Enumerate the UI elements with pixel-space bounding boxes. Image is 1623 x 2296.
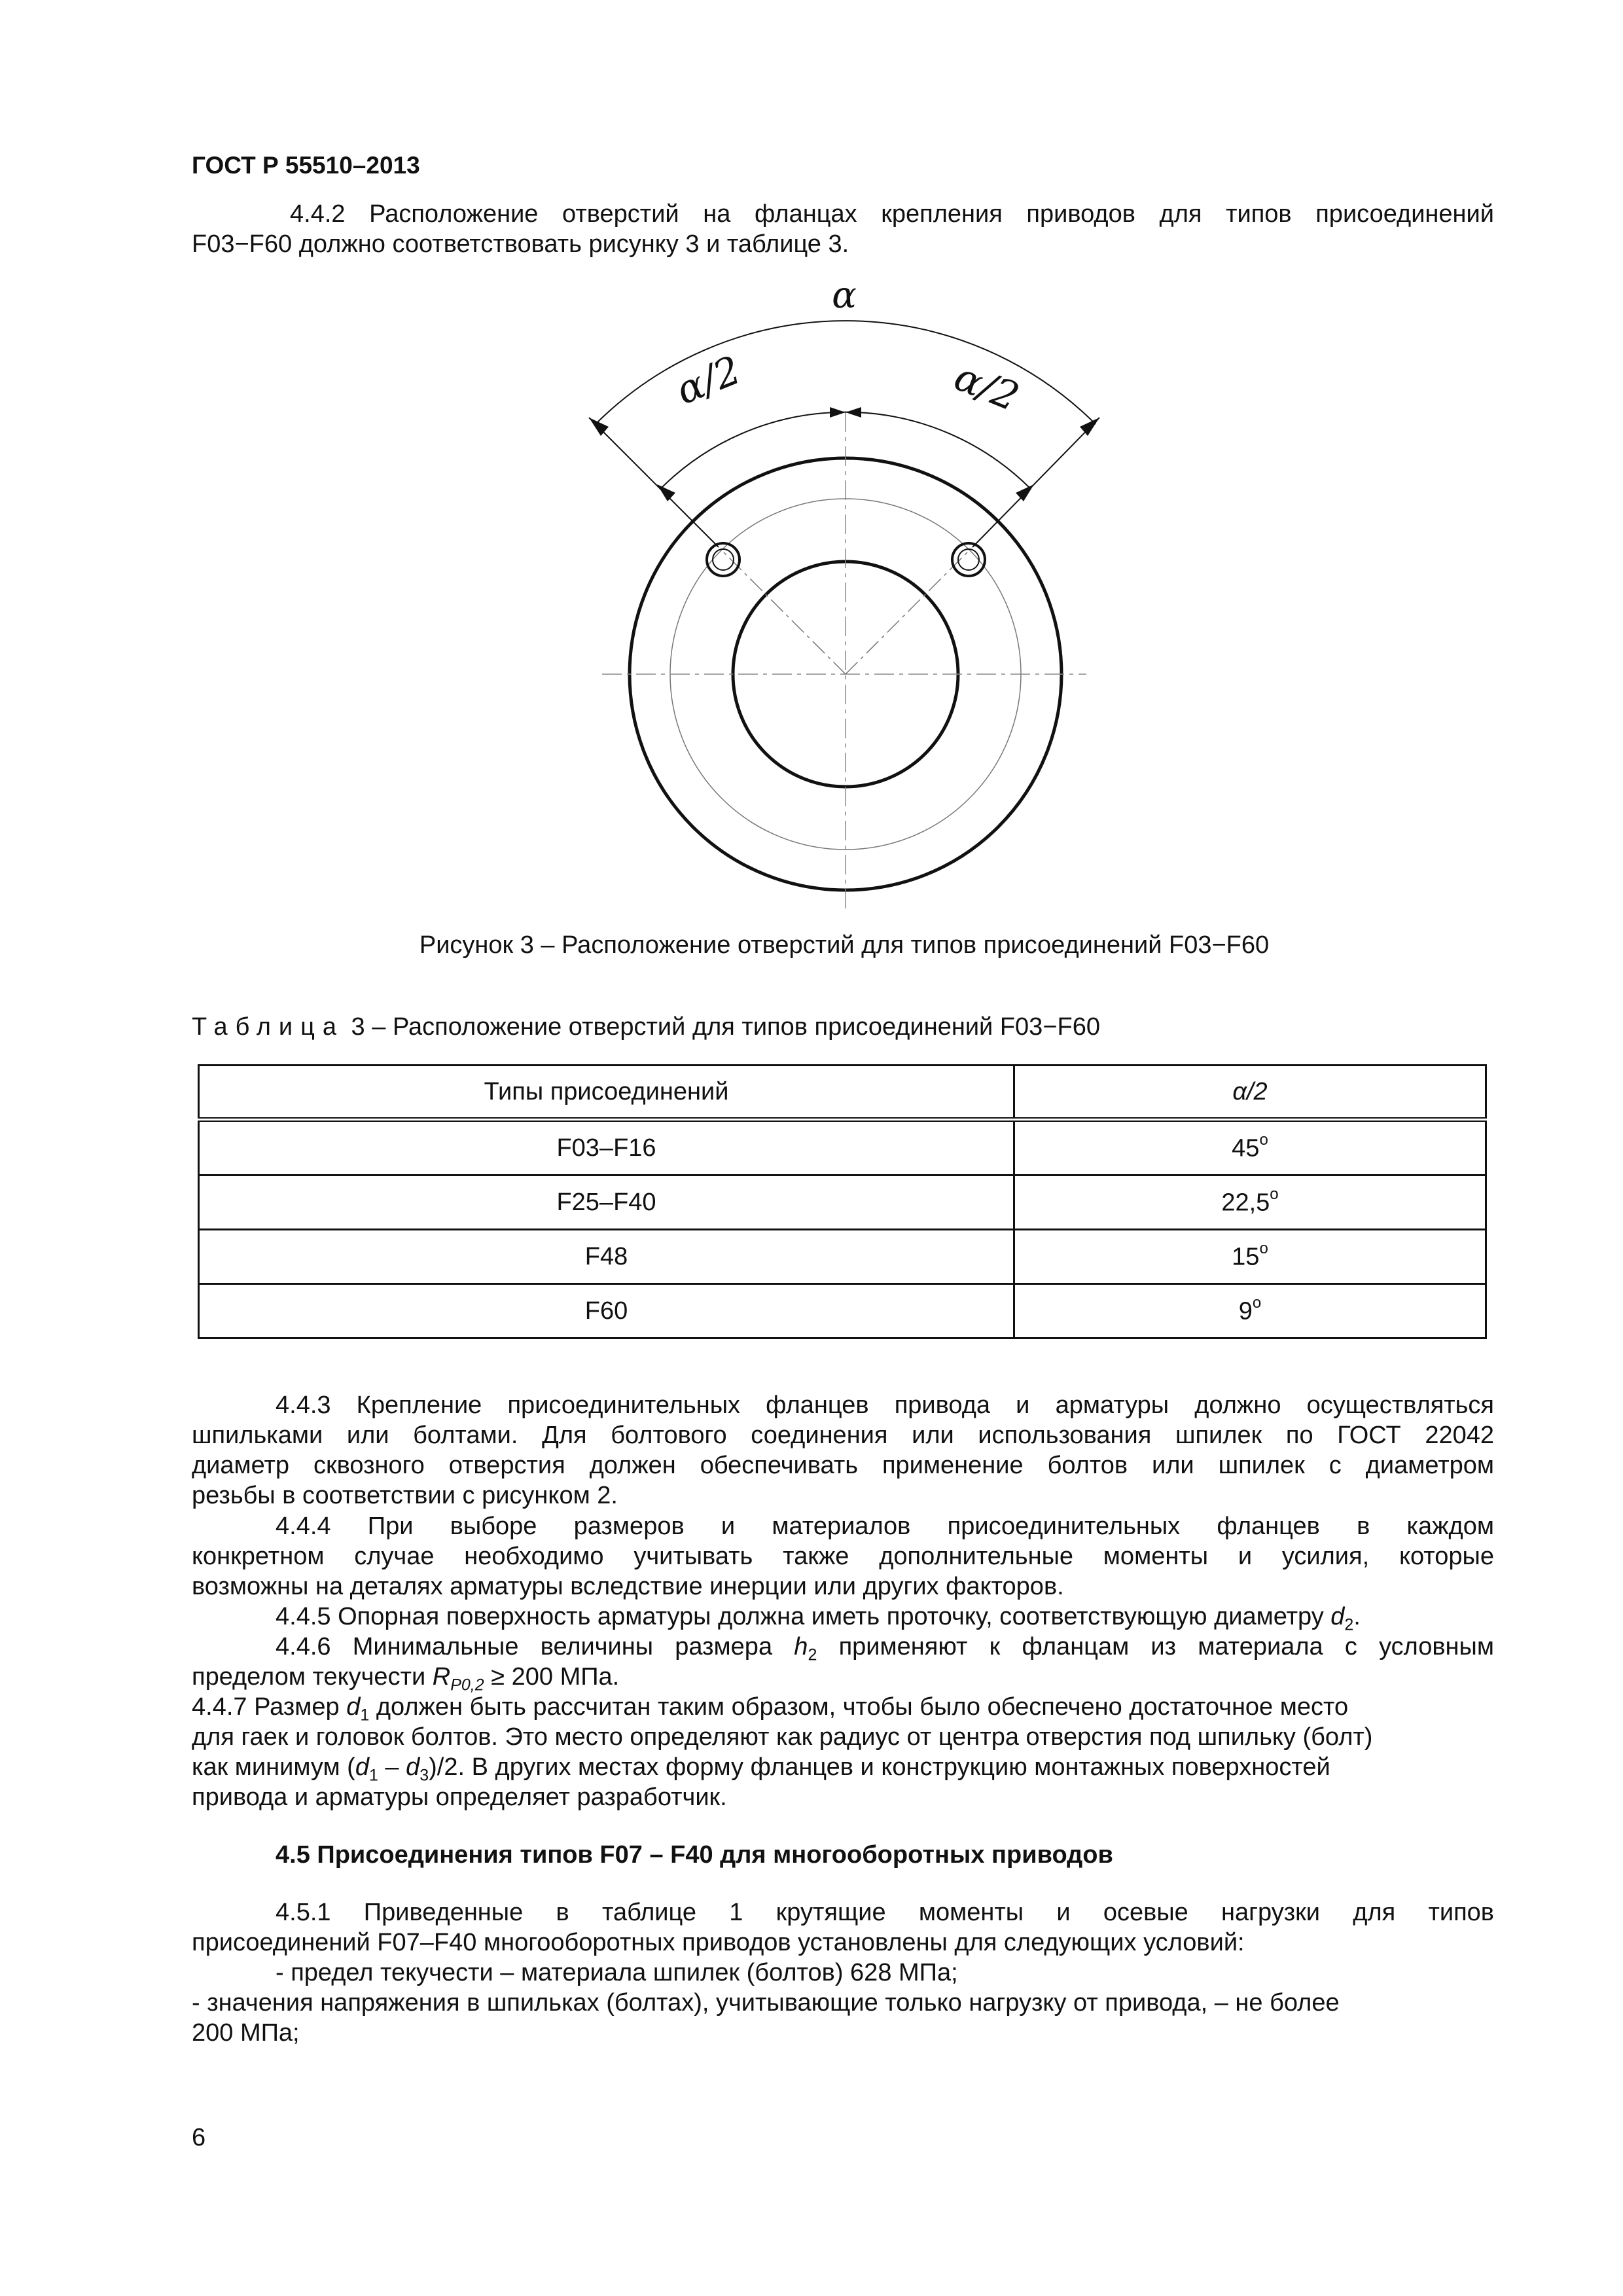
paragraph-4-4-4-line3: возможны на деталях арматуры вследствие инерции или других факторов. — [192, 1573, 1064, 1600]
flange-holes-figure — [563, 275, 1126, 910]
paragraph-4-4-3-line4: резьбы в соответствии с рисунком 2. — [192, 1482, 618, 1509]
alpha-label: α — [832, 275, 857, 317]
paragraph-4-4-7-line1: 4.4.7 Размер $d_1$ должен быть рассчитан таким образом, чтобы было обеспечено достаточное место — [192, 1693, 1349, 1725]
paragraph-4-4-6-line1: 4.4.6 Минимальные величины размера $h_2$ применяют к фланцам из материала с условным — [276, 1633, 1494, 1664]
paragraph-4-4-3-line1: 4.4.3 Крепление присоединительных фланцев привода и арматуры должно осуществляться — [276, 1391, 1494, 1419]
paragraph-4-4-2-line1: 4.4.2 Расположение отверстий на фланцах крепления приводов для типов присоединений — [290, 200, 1494, 228]
document-header: ГОСТ Р 55510–2013 — [192, 152, 420, 179]
paragraph-4-4-4-line2: конкретном случае необходимо учитывать также дополнительные моменты и усилия, которые — [192, 1543, 1494, 1570]
paragraph-4-4-6-line2: пределом текучести $R_{P0,2} \ge 200$ МПа. — [192, 1663, 620, 1695]
paragraph-4-4-7-line3: как минимум $(d_1 - d_3)/2$. В других местах форму фланцев и конструкцию монтажных поверхностей — [192, 1753, 1330, 1785]
half-alpha-left-label: α/2 — [669, 347, 747, 414]
header-connection-types: Типы присоединений — [199, 1066, 1014, 1120]
table-row — [199, 1175, 1486, 1230]
page-number: 6 — [192, 2124, 206, 2151]
table-row — [199, 1230, 1486, 1284]
bolt-hole-right-inner — [958, 549, 979, 570]
table-cell-type: F03–F16 — [199, 1120, 1014, 1175]
table-cell-value: 45$^o$ — [1014, 1120, 1486, 1175]
table-row — [199, 1284, 1486, 1338]
paragraph-4-4-7-line2: для гаек и головок болтов. Это место определяют как радиус от центра отверстия под шпильку (болт) — [192, 1723, 1373, 1751]
paragraph-4-5-1-line4: - значения напряжения в шпильках (болтах), учитывающие только нагрузку от привода, – не более — [192, 1989, 1340, 2017]
table-label: Таблица — [192, 1013, 344, 1041]
paragraph-4-5-1-line1: 4.5.1 Приведенные в таблице 1 крутящие моменты и осевые нагрузки для типов — [276, 1899, 1494, 1926]
table-cell-value: 9$^o$ — [1014, 1284, 1486, 1338]
table-title-text: 3 – Расположение отверстий для типов присоединений F03−F60 — [344, 1013, 1100, 1041]
paragraph-4-5-1-line2: присоединений F07–F40 многооборотных приводов установлены для следующих условий: — [192, 1929, 1245, 1956]
paragraph-4-4-2-line2: F03−F60 должно соответствовать рисунку 3 и таблице 3. — [192, 230, 849, 258]
table-cell-value: 22,5$^o$ — [1014, 1175, 1486, 1230]
bolt-hole-right — [952, 543, 985, 576]
paragraph-4-4-7-line4: привода и арматуры определяет разработчик. — [192, 1784, 727, 1811]
table-cell-type: F60 — [199, 1284, 1014, 1338]
paragraph-4-5-1-line5: 200 МПа; — [192, 2019, 300, 2047]
table-row — [199, 1120, 1486, 1175]
table-title — [192, 1013, 1100, 1041]
table-cell-value: 15$^o$ — [1014, 1230, 1486, 1284]
table-cell-type: F25–F40 — [199, 1175, 1014, 1230]
header-half-alpha: α/2 — [1014, 1066, 1486, 1120]
table-cell-type: F48 — [199, 1230, 1014, 1284]
half-alpha-right-label: α/2 — [948, 353, 1026, 421]
holes-table — [198, 1064, 1487, 1339]
paragraph-4-5-1-line3: - предел текучести – материала шпилек (болтов) 628 МПа; — [276, 1959, 958, 1986]
paragraph-4-4-4-line1: 4.4.4 При выборе размеров и материалов присоединительных фланцев в каждом — [276, 1513, 1494, 1540]
paragraph-4-4-3-line2: шпильками или болтами. Для болтового соединения или использования шпилек по ГОСТ 22042 — [192, 1422, 1494, 1449]
section-4-5-title: 4.5 Присоединения типов F07 – F40 для многооборотных приводов — [276, 1841, 1113, 1869]
figure-caption: Рисунок 3 – Расположение отверстий для типов присоединений F03−F60 — [419, 931, 1270, 959]
paragraph-4-4-5: 4.4.5 Опорная поверхность арматуры должна иметь проточку, соответствующую диаметру $d_2$. — [276, 1603, 1361, 1634]
paragraph-4-4-3-line3: диаметр сквозного отверстия должен обеспечивать применение болтов или шпилек с диаметром — [192, 1452, 1494, 1479]
table-header-row — [199, 1066, 1486, 1120]
